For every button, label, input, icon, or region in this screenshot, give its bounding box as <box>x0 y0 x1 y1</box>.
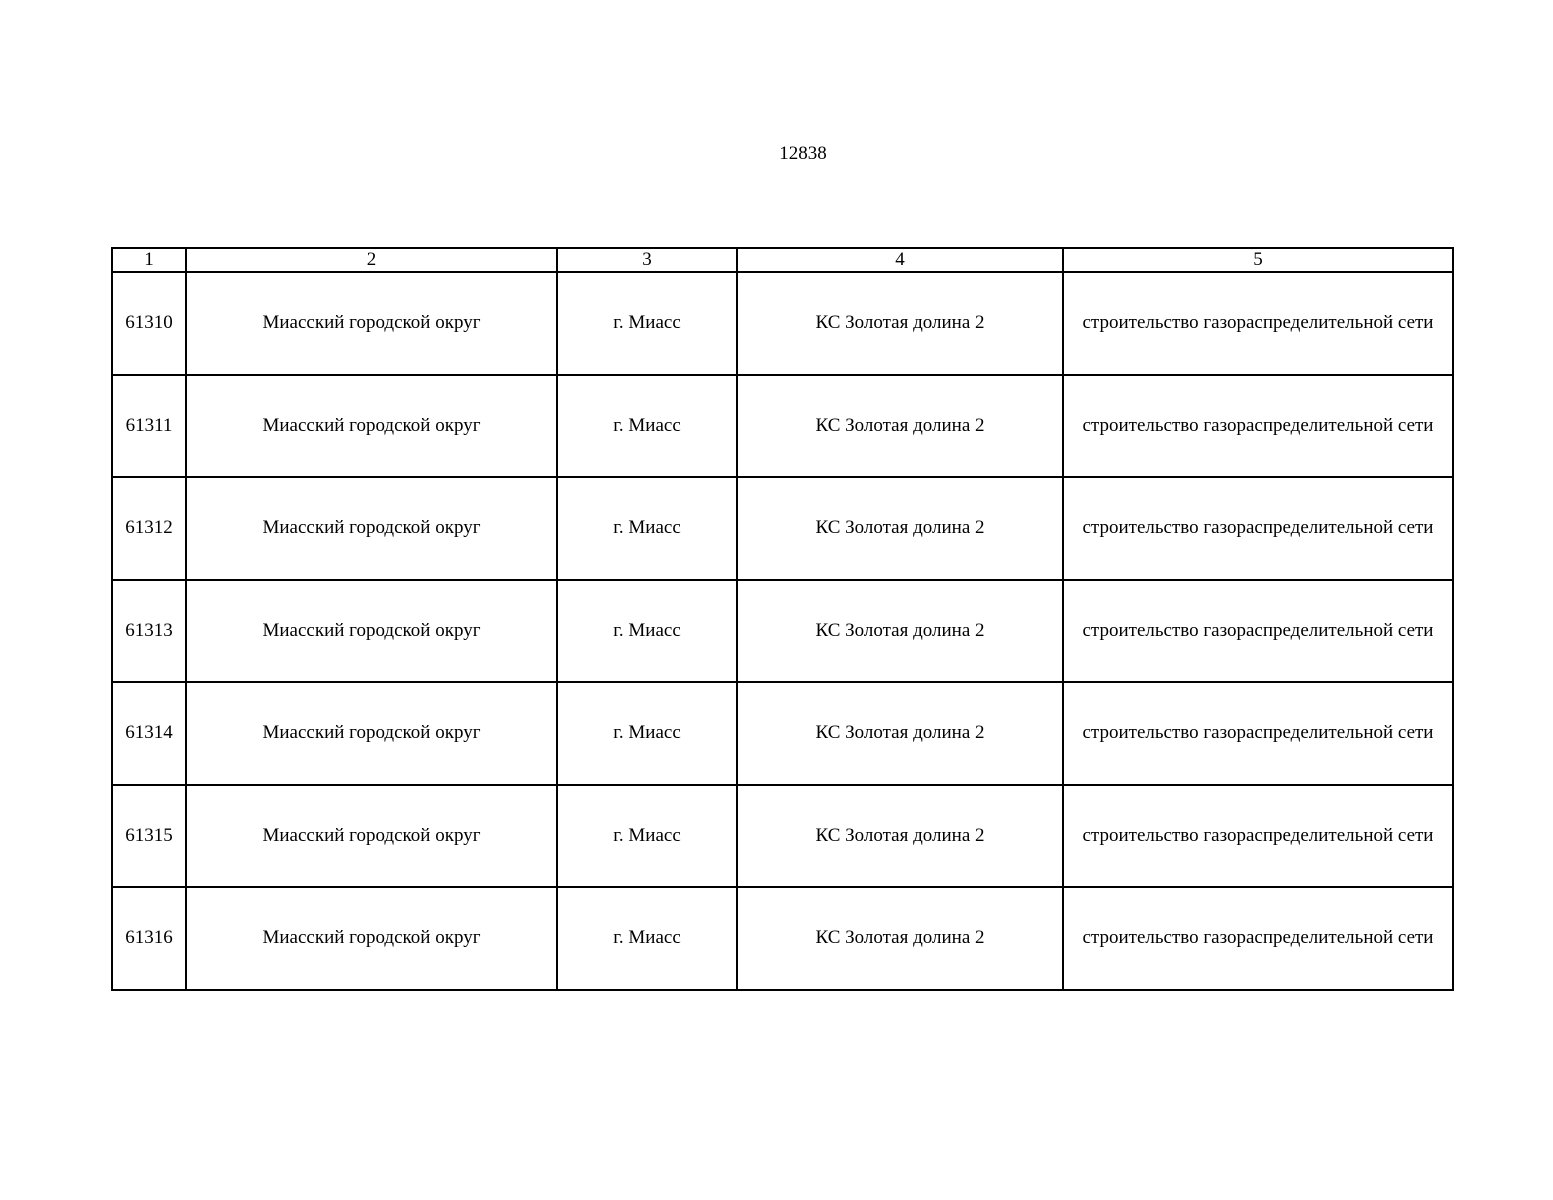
cell-settlement: г. Миасс <box>557 580 737 683</box>
cell-settlement: г. Миасс <box>557 272 737 375</box>
cell-settlement: г. Миасс <box>557 682 737 785</box>
page-number: 12838 <box>779 143 827 164</box>
cell-object: КС Золотая долина 2 <box>737 272 1063 375</box>
header-cell-col-2: 2 <box>186 248 557 272</box>
cell-municipality: Миасский городской округ <box>186 375 557 478</box>
cell-settlement: г. Миасс <box>557 375 737 478</box>
cell-object: КС Золотая долина 2 <box>737 785 1063 888</box>
cell-purpose: строительство газораспределительной сети <box>1063 580 1453 683</box>
cell-object: КС Золотая долина 2 <box>737 887 1063 990</box>
table-row <box>112 887 1453 990</box>
header-cell-col-5: 5 <box>1063 248 1453 272</box>
header-row <box>112 248 1453 272</box>
cell-municipality: Миасский городской округ <box>186 477 557 580</box>
cell-settlement: г. Миасс <box>557 785 737 888</box>
cell-record-number: 61310 <box>112 272 186 375</box>
table-row <box>112 272 1453 375</box>
cell-record-number: 61316 <box>112 887 186 990</box>
cell-record-number: 61313 <box>112 580 186 683</box>
cell-record-number: 61311 <box>112 375 186 478</box>
header-cell-col-3: 3 <box>557 248 737 272</box>
cell-record-number: 61312 <box>112 477 186 580</box>
cell-object: КС Золотая долина 2 <box>737 375 1063 478</box>
table-row <box>112 785 1453 888</box>
cell-municipality: Миасский городской округ <box>186 785 557 888</box>
table-row <box>112 682 1453 785</box>
cell-municipality: Миасский городской округ <box>186 272 557 375</box>
cell-settlement: г. Миасс <box>557 887 737 990</box>
cell-purpose: строительство газораспределительной сети <box>1063 682 1453 785</box>
cell-purpose: строительство газораспределительной сети <box>1063 785 1453 888</box>
cell-settlement: г. Миасс <box>557 477 737 580</box>
header-cell-col-4: 4 <box>737 248 1063 272</box>
cell-municipality: Миасский городской округ <box>186 580 557 683</box>
table-row <box>112 375 1453 478</box>
register-table <box>111 247 1454 991</box>
cell-record-number: 61315 <box>112 785 186 888</box>
cell-municipality: Миасский городской округ <box>186 682 557 785</box>
cell-object: КС Золотая долина 2 <box>737 580 1063 683</box>
cell-municipality: Миасский городской округ <box>186 887 557 990</box>
table-row <box>112 477 1453 580</box>
cell-purpose: строительство газораспределительной сети <box>1063 272 1453 375</box>
table-body <box>112 272 1453 990</box>
cell-purpose: строительство газораспределительной сети <box>1063 887 1453 990</box>
cell-object: КС Золотая долина 2 <box>737 477 1063 580</box>
header-cell-col-1: 1 <box>112 248 186 272</box>
cell-object: КС Золотая долина 2 <box>737 682 1063 785</box>
table-row <box>112 580 1453 683</box>
cell-purpose: строительство газораспределительной сети <box>1063 477 1453 580</box>
table-header <box>112 248 1453 272</box>
cell-record-number: 61314 <box>112 682 186 785</box>
cell-purpose: строительство газораспределительной сети <box>1063 375 1453 478</box>
